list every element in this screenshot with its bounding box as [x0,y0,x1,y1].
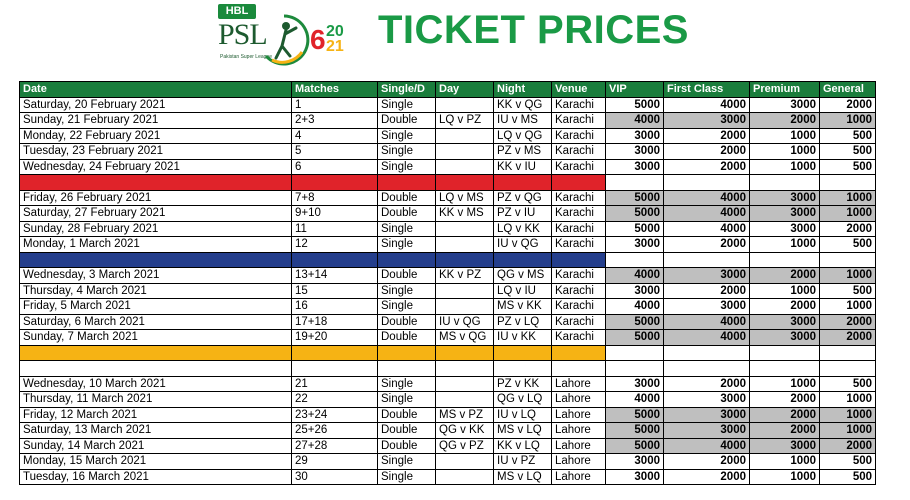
separator-cell [750,252,820,268]
separator-cell [750,361,820,377]
matches-cell: 4 [292,128,378,144]
general-price-cell: 1000 [820,268,876,284]
day-match-cell: KK v MS [436,206,494,222]
matches-cell: 11 [292,221,378,237]
premium-price-cell: 2000 [750,392,820,408]
separator-cell [606,345,664,361]
vip-price-cell: 4000 [606,392,664,408]
vip-price-cell: 4000 [606,299,664,315]
first-class-price-cell: 3000 [664,299,750,315]
first-class-price-cell: 2000 [664,128,750,144]
general-price-cell: 2000 [820,97,876,113]
type-cell: Single [378,144,436,160]
table-row [20,330,876,346]
day-match-cell: MS v PZ [436,407,494,423]
vip-price-cell: 3000 [606,376,664,392]
first-class-price-cell: 4000 [664,314,750,330]
general-price-cell: 500 [820,159,876,175]
date-cell: Friday, 5 March 2021 [20,299,292,315]
day-match-cell [436,144,494,160]
separator-cell [378,345,436,361]
date-cell: Wednesday, 3 March 2021 [20,268,292,284]
first-class-price-cell: 3000 [664,392,750,408]
general-price-cell: 1000 [820,423,876,439]
vip-price-cell: 3000 [606,454,664,470]
type-cell: Double [378,314,436,330]
date-cell: Saturday, 20 February 2021 [20,97,292,113]
separator-cell [378,175,436,191]
separator-cell [494,252,552,268]
separator-row-blank [20,361,876,377]
separator-cell [378,252,436,268]
general-price-cell: 2000 [820,330,876,346]
first-class-price-cell: 3000 [664,407,750,423]
separator-cell [552,252,606,268]
separator-cell [292,252,378,268]
day-match-cell [436,392,494,408]
venue-cell: Lahore [552,392,606,408]
matches-cell: 29 [292,454,378,470]
first-class-price-cell: 3000 [664,423,750,439]
separator-cell [20,252,292,268]
premium-price-cell: 1000 [750,237,820,253]
general-price-cell: 1000 [820,299,876,315]
first-class-price-cell: 2000 [664,376,750,392]
day-match-cell [436,97,494,113]
table-row [20,221,876,237]
day-match-cell [436,237,494,253]
separator-row-blue [20,252,876,268]
night-match-cell: PZ v KK [494,376,552,392]
type-cell: Single [378,283,436,299]
venue-cell: Karachi [552,159,606,175]
table-row [20,376,876,392]
table-row [20,97,876,113]
venue-cell: Karachi [552,314,606,330]
first-class-price-cell: 2000 [664,144,750,160]
premium-price-cell: 1000 [750,159,820,175]
type-cell: Single [378,159,436,175]
day-match-cell [436,283,494,299]
day-match-cell: QG v KK [436,423,494,439]
type-cell: Double [378,268,436,284]
day-match-cell [436,221,494,237]
vip-price-cell: 5000 [606,438,664,454]
type-cell: Single [378,376,436,392]
night-match-cell: MS v LQ [494,469,552,485]
psl-tagline: Pakistan Super League [220,54,272,60]
table-row [20,423,876,439]
type-cell: Double [378,206,436,222]
date-cell: Sunday, 14 March 2021 [20,438,292,454]
cricket-player-icon [258,12,310,68]
separator-cell [664,252,750,268]
venue-cell: Lahore [552,469,606,485]
separator-cell [750,175,820,191]
separator-cell [820,361,876,377]
first-class-price-cell: 4000 [664,190,750,206]
general-price-cell: 500 [820,237,876,253]
psl-wordmark: PSL [218,18,267,51]
venue-cell: Karachi [552,237,606,253]
vip-price-cell: 4000 [606,268,664,284]
col-header-vip: VIP [606,82,664,98]
separator-cell [436,175,494,191]
date-cell: Monday, 15 March 2021 [20,454,292,470]
premium-price-cell: 1000 [750,128,820,144]
general-price-cell: 500 [820,454,876,470]
table-row [20,268,876,284]
night-match-cell: QG v MS [494,268,552,284]
matches-cell: 7+8 [292,190,378,206]
separator-cell [436,361,494,377]
vip-price-cell: 3000 [606,144,664,160]
type-cell: Single [378,221,436,237]
general-price-cell: 500 [820,469,876,485]
premium-price-cell: 3000 [750,97,820,113]
type-cell: Single [378,299,436,315]
separator-cell [292,361,378,377]
separator-cell [20,345,292,361]
general-price-cell: 2000 [820,314,876,330]
col-header-type: Single/D [378,82,436,98]
premium-price-cell: 1000 [750,283,820,299]
night-match-cell: KK v QG [494,97,552,113]
hbl-badge: HBL [218,4,256,19]
premium-price-cell: 3000 [750,314,820,330]
separator-cell [664,361,750,377]
vip-price-cell: 3000 [606,237,664,253]
general-price-cell: 500 [820,376,876,392]
venue-cell: Karachi [552,299,606,315]
first-class-price-cell: 3000 [664,268,750,284]
general-price-cell: 1000 [820,407,876,423]
vip-price-cell: 3000 [606,128,664,144]
night-match-cell: IU v PZ [494,454,552,470]
date-cell: Monday, 22 February 2021 [20,128,292,144]
year-bottom: 21 [326,38,344,55]
separator-cell [494,175,552,191]
venue-cell: Karachi [552,206,606,222]
vip-price-cell: 5000 [606,314,664,330]
table-body [20,97,876,485]
page-title: TICKET PRICES [378,8,689,52]
day-match-cell: LQ v MS [436,190,494,206]
matches-cell: 6 [292,159,378,175]
separator-cell [20,175,292,191]
venue-cell: Karachi [552,97,606,113]
type-cell: Double [378,190,436,206]
separator-cell [20,361,292,377]
night-match-cell: LQ v KK [494,221,552,237]
col-header-date: Date [20,82,292,98]
general-price-cell: 2000 [820,438,876,454]
day-match-cell [436,299,494,315]
col-header-matches: Matches [292,82,378,98]
col-header-premium: Premium [750,82,820,98]
separator-cell [606,175,664,191]
type-cell: Double [378,438,436,454]
table-row [20,407,876,423]
matches-cell: 19+20 [292,330,378,346]
col-header-venue: Venue [552,82,606,98]
date-cell: Wednesday, 24 February 2021 [20,159,292,175]
first-class-price-cell: 3000 [664,113,750,129]
separator-cell [664,175,750,191]
first-class-price-cell: 4000 [664,206,750,222]
separator-cell [378,361,436,377]
date-cell: Tuesday, 23 February 2021 [20,144,292,160]
premium-price-cell: 2000 [750,299,820,315]
date-cell: Sunday, 28 February 2021 [20,221,292,237]
date-cell: Saturday, 13 March 2021 [20,423,292,439]
night-match-cell: PZ v QG [494,190,552,206]
separator-cell [552,345,606,361]
matches-cell: 5 [292,144,378,160]
night-match-cell: PZ v MS [494,144,552,160]
first-class-price-cell: 2000 [664,237,750,253]
venue-cell: Lahore [552,407,606,423]
separator-cell [606,252,664,268]
general-price-cell: 500 [820,128,876,144]
table-row [20,469,876,485]
vip-price-cell: 3000 [606,469,664,485]
separator-cell [552,175,606,191]
night-match-cell: KK v IU [494,159,552,175]
separator-cell [436,345,494,361]
premium-price-cell: 3000 [750,438,820,454]
venue-cell: Karachi [552,268,606,284]
matches-cell: 13+14 [292,268,378,284]
separator-cell [292,345,378,361]
first-class-price-cell: 2000 [664,469,750,485]
table-row [20,299,876,315]
day-match-cell [436,376,494,392]
night-match-cell: IU v KK [494,330,552,346]
type-cell: Double [378,407,436,423]
premium-price-cell: 2000 [750,423,820,439]
venue-cell: Karachi [552,144,606,160]
table-row [20,454,876,470]
date-cell: Friday, 12 March 2021 [20,407,292,423]
first-class-price-cell: 2000 [664,283,750,299]
vip-price-cell: 3000 [606,159,664,175]
first-class-price-cell: 2000 [664,159,750,175]
venue-cell: Karachi [552,221,606,237]
general-price-cell: 1000 [820,190,876,206]
night-match-cell: IU v LQ [494,407,552,423]
venue-cell: Karachi [552,283,606,299]
matches-cell: 15 [292,283,378,299]
table-row [20,206,876,222]
type-cell: Single [378,392,436,408]
separator-cell [820,345,876,361]
general-price-cell: 500 [820,283,876,299]
separator-cell [820,175,876,191]
separator-cell [820,252,876,268]
separator-cell [552,361,606,377]
type-cell: Single [378,97,436,113]
separator-cell [750,345,820,361]
venue-cell: Karachi [552,113,606,129]
general-price-cell: 2000 [820,221,876,237]
year-mark [310,22,362,58]
premium-price-cell: 3000 [750,190,820,206]
general-price-cell: 1000 [820,113,876,129]
matches-cell: 30 [292,469,378,485]
date-cell: Thursday, 11 March 2021 [20,392,292,408]
col-header-first-class: First Class [664,82,750,98]
matches-cell: 21 [292,376,378,392]
venue-cell: Lahore [552,438,606,454]
matches-cell: 16 [292,299,378,315]
matches-cell: 23+24 [292,407,378,423]
table-row [20,190,876,206]
venue-cell: Lahore [552,376,606,392]
night-match-cell: IU v QG [494,237,552,253]
separator-cell [664,345,750,361]
general-price-cell: 500 [820,144,876,160]
separator-cell [436,252,494,268]
table-row [20,128,876,144]
day-match-cell [436,469,494,485]
day-match-cell: IU v QG [436,314,494,330]
day-match-cell [436,159,494,175]
type-cell: Single [378,237,436,253]
day-match-cell [436,454,494,470]
day-match-cell [436,128,494,144]
separator-cell [494,345,552,361]
premium-price-cell: 1000 [750,144,820,160]
matches-cell: 2+3 [292,113,378,129]
vip-price-cell: 5000 [606,407,664,423]
general-price-cell: 1000 [820,206,876,222]
vip-price-cell: 5000 [606,97,664,113]
date-cell: Thursday, 4 March 2021 [20,283,292,299]
matches-cell: 17+18 [292,314,378,330]
date-cell: Monday, 1 March 2021 [20,237,292,253]
venue-cell: Lahore [552,454,606,470]
premium-price-cell: 1000 [750,454,820,470]
first-class-price-cell: 4000 [664,438,750,454]
type-cell: Single [378,454,436,470]
matches-cell: 12 [292,237,378,253]
date-cell: Wednesday, 10 March 2021 [20,376,292,392]
vip-price-cell: 5000 [606,190,664,206]
vip-price-cell: 5000 [606,423,664,439]
date-cell: Sunday, 21 February 2021 [20,113,292,129]
table-row [20,392,876,408]
col-header-night: Night [494,82,552,98]
premium-price-cell: 1000 [750,469,820,485]
night-match-cell: LQ v QG [494,128,552,144]
night-match-cell: QG v LQ [494,392,552,408]
date-cell: Saturday, 27 February 2021 [20,206,292,222]
night-match-cell: PZ v IU [494,206,552,222]
first-class-price-cell: 4000 [664,221,750,237]
first-class-price-cell: 2000 [664,454,750,470]
table-row [20,283,876,299]
ticket-price-table [19,81,876,485]
separator-row-red [20,175,876,191]
table-row [20,144,876,160]
separator-row-gold [20,345,876,361]
type-cell: Double [378,330,436,346]
matches-cell: 27+28 [292,438,378,454]
night-match-cell: LQ v IU [494,283,552,299]
header-row [20,82,876,98]
premium-price-cell: 2000 [750,268,820,284]
table-row [20,113,876,129]
vip-price-cell: 5000 [606,330,664,346]
separator-cell [292,175,378,191]
date-cell: Tuesday, 16 March 2021 [20,469,292,485]
premium-price-cell: 3000 [750,206,820,222]
night-match-cell: PZ v LQ [494,314,552,330]
day-match-cell: QG v PZ [436,438,494,454]
venue-cell: Lahore [552,423,606,439]
matches-cell: 9+10 [292,206,378,222]
col-header-general: General [820,82,876,98]
venue-cell: Karachi [552,330,606,346]
premium-price-cell: 2000 [750,113,820,129]
premium-price-cell: 3000 [750,221,820,237]
date-cell: Friday, 26 February 2021 [20,190,292,206]
venue-cell: Karachi [552,190,606,206]
table-row [20,314,876,330]
first-class-price-cell: 4000 [664,97,750,113]
date-cell: Saturday, 6 March 2021 [20,314,292,330]
psl-logo [210,2,360,70]
day-match-cell: KK v PZ [436,268,494,284]
type-cell: Single [378,128,436,144]
night-match-cell: MS v KK [494,299,552,315]
matches-cell: 25+26 [292,423,378,439]
matches-cell: 1 [292,97,378,113]
type-cell: Single [378,469,436,485]
vip-price-cell: 5000 [606,221,664,237]
day-match-cell: MS v QG [436,330,494,346]
separator-cell [606,361,664,377]
matches-cell: 22 [292,392,378,408]
vip-price-cell: 5000 [606,206,664,222]
premium-price-cell: 3000 [750,330,820,346]
year-six: 6 [310,24,326,55]
premium-price-cell: 2000 [750,407,820,423]
table-row [20,237,876,253]
date-cell: Sunday, 7 March 2021 [20,330,292,346]
year-top: 20 [326,23,344,40]
night-match-cell: MS v LQ [494,423,552,439]
vip-price-cell: 3000 [606,283,664,299]
type-cell: Double [378,113,436,129]
separator-cell [494,361,552,377]
table-row [20,438,876,454]
type-cell: Double [378,423,436,439]
premium-price-cell: 1000 [750,376,820,392]
col-header-day: Day [436,82,494,98]
first-class-price-cell: 4000 [664,330,750,346]
general-price-cell: 1000 [820,392,876,408]
table-row [20,159,876,175]
night-match-cell: KK v LQ [494,438,552,454]
day-match-cell: LQ v PZ [436,113,494,129]
venue-cell: Karachi [552,128,606,144]
night-match-cell: IU v MS [494,113,552,129]
vip-price-cell: 4000 [606,113,664,129]
